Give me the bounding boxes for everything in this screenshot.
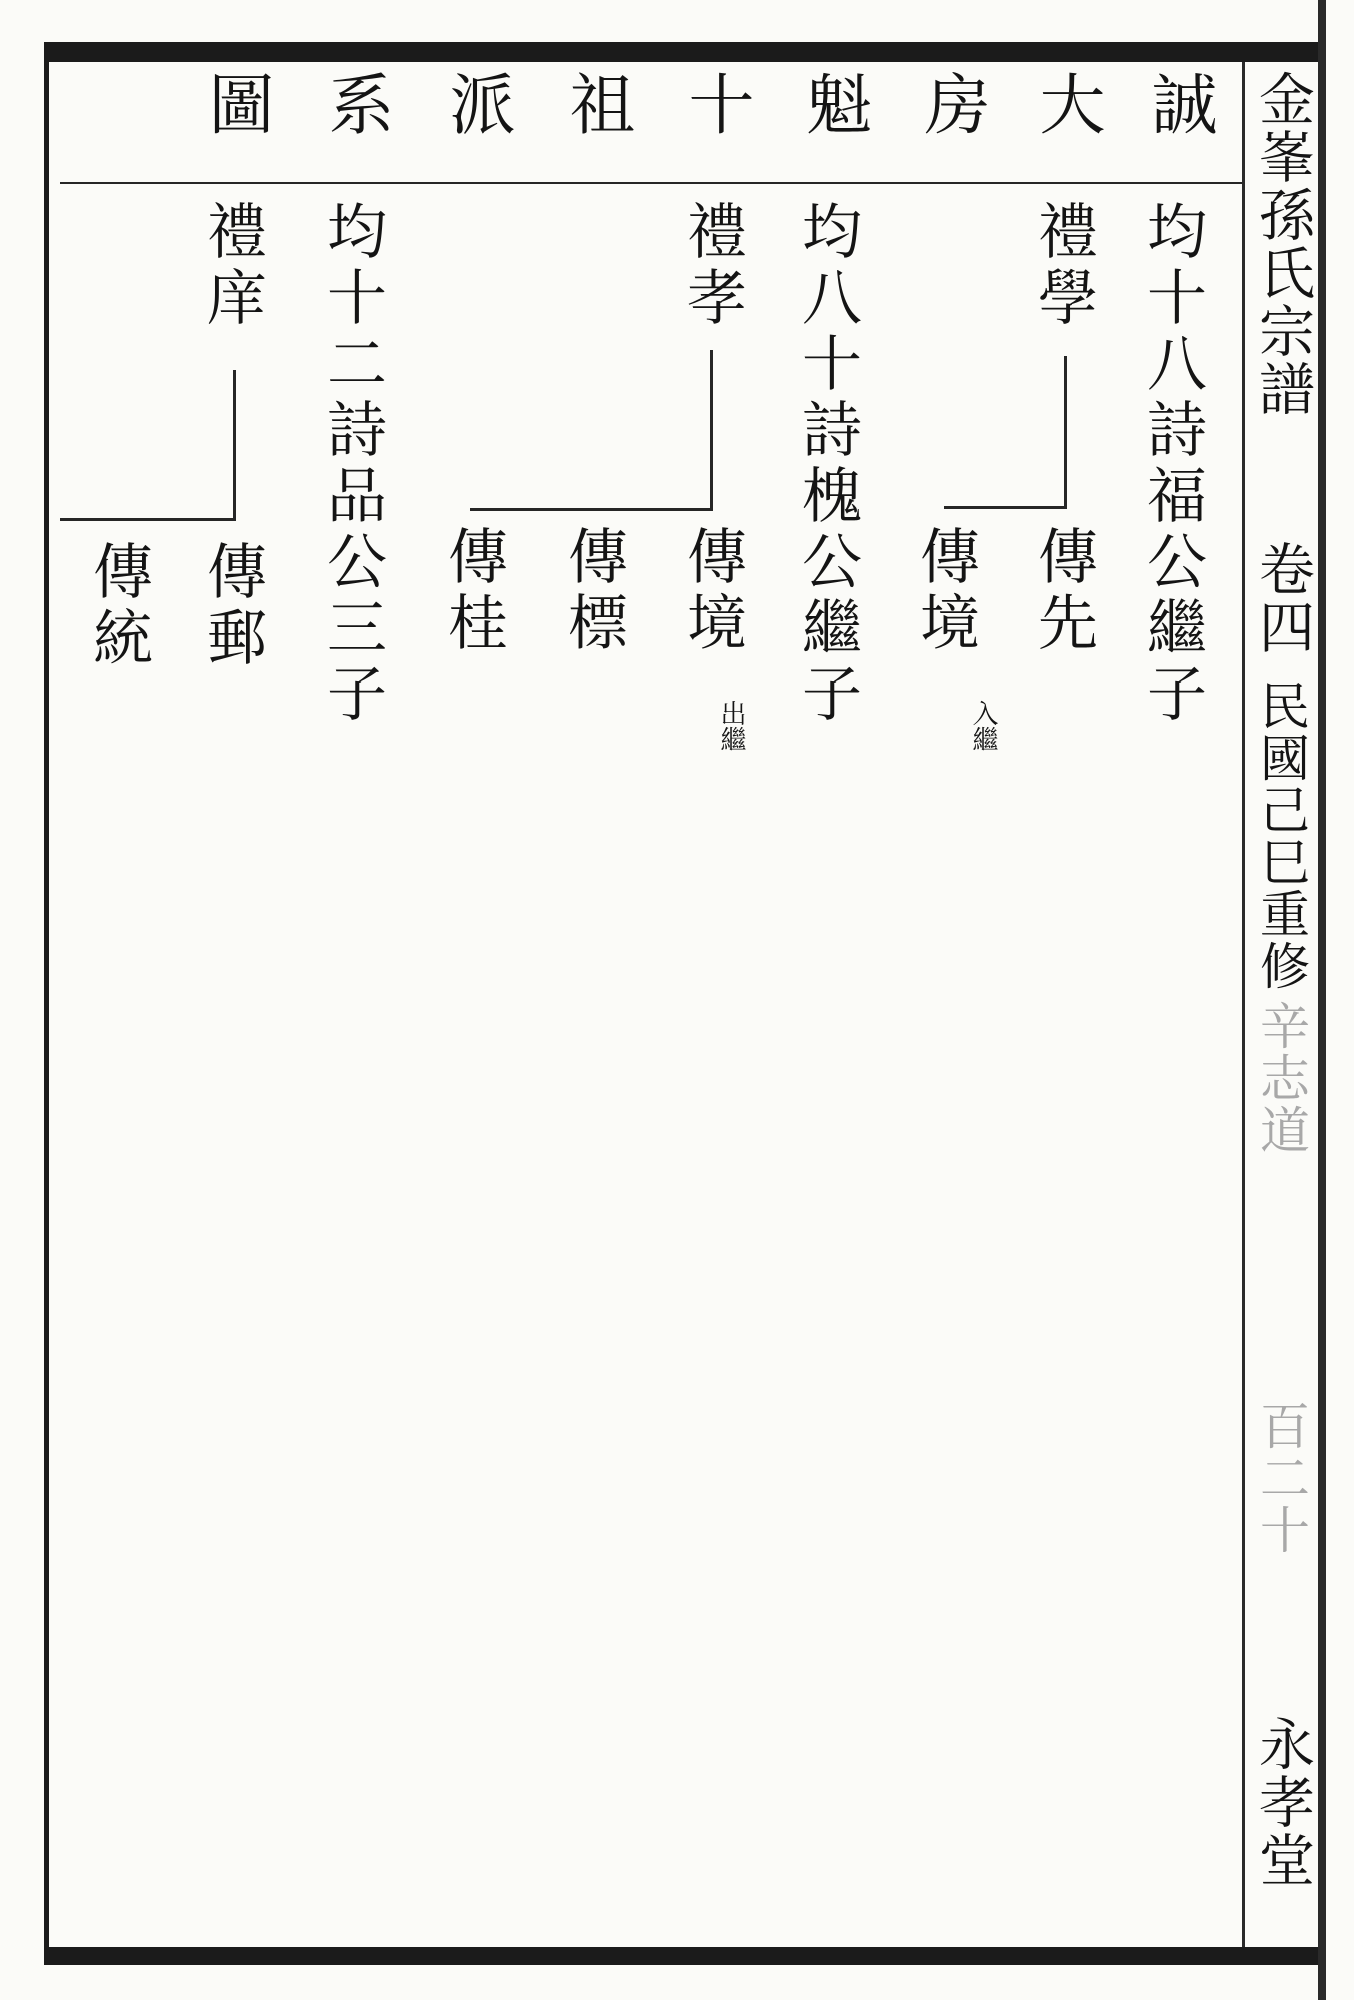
- page-number: 百二十: [1252, 1400, 1310, 1556]
- member-name: 傳境: [910, 525, 980, 657]
- gutter-divider: [1242, 62, 1245, 1947]
- frame-top-border: [44, 42, 1326, 62]
- tree-connector: [233, 370, 236, 520]
- member-name: 傳郵: [197, 540, 267, 672]
- lineage-note: 均十二詩品公三子: [317, 200, 387, 728]
- tree-connector: [944, 506, 1067, 509]
- header-char: 誠: [1140, 70, 1217, 168]
- header-char: 系: [317, 70, 394, 168]
- tree-connector: [60, 518, 236, 521]
- header-char: 大: [1028, 70, 1105, 168]
- adoption-note: 入繼: [968, 700, 998, 752]
- frame-left-border: [44, 42, 49, 1965]
- edition-faint-label: 辛志道: [1252, 1000, 1310, 1156]
- member-name: 禮庠: [197, 200, 267, 332]
- lineage-note: 均十八詩福公繼子: [1137, 200, 1207, 728]
- frame-bottom-border: [44, 1947, 1326, 1965]
- header-char: 房: [913, 70, 990, 168]
- header-char: 魁: [795, 70, 872, 168]
- edition-label: 民國己巳重修: [1252, 680, 1310, 992]
- member-name: 禮學: [1028, 200, 1098, 332]
- header-char: 派: [438, 70, 515, 168]
- member-name: 傳標: [558, 525, 628, 657]
- hall-name: 永孝堂: [1250, 1715, 1315, 1889]
- member-name: 傳先: [1028, 525, 1098, 657]
- header-char: 圖: [197, 70, 274, 168]
- header-char: 祖: [558, 70, 635, 168]
- lineage-note: 均八十詩槐公繼子: [792, 200, 862, 728]
- member-name: 傳桂: [438, 525, 508, 657]
- book-title: 金峯孫氏宗譜: [1250, 70, 1315, 418]
- page-outer-edge: [1318, 0, 1326, 2000]
- member-name: 禮孝: [677, 200, 747, 332]
- tree-connector: [710, 350, 713, 510]
- adoption-note: 出繼: [716, 700, 746, 752]
- tree-connector: [1064, 356, 1067, 508]
- volume-label: 卷四: [1250, 540, 1315, 656]
- header-rule: [60, 182, 1242, 184]
- member-name: 傳統: [83, 540, 153, 672]
- tree-connector: [470, 508, 713, 511]
- header-char: 十: [677, 70, 754, 168]
- member-name: 傳境: [677, 525, 747, 657]
